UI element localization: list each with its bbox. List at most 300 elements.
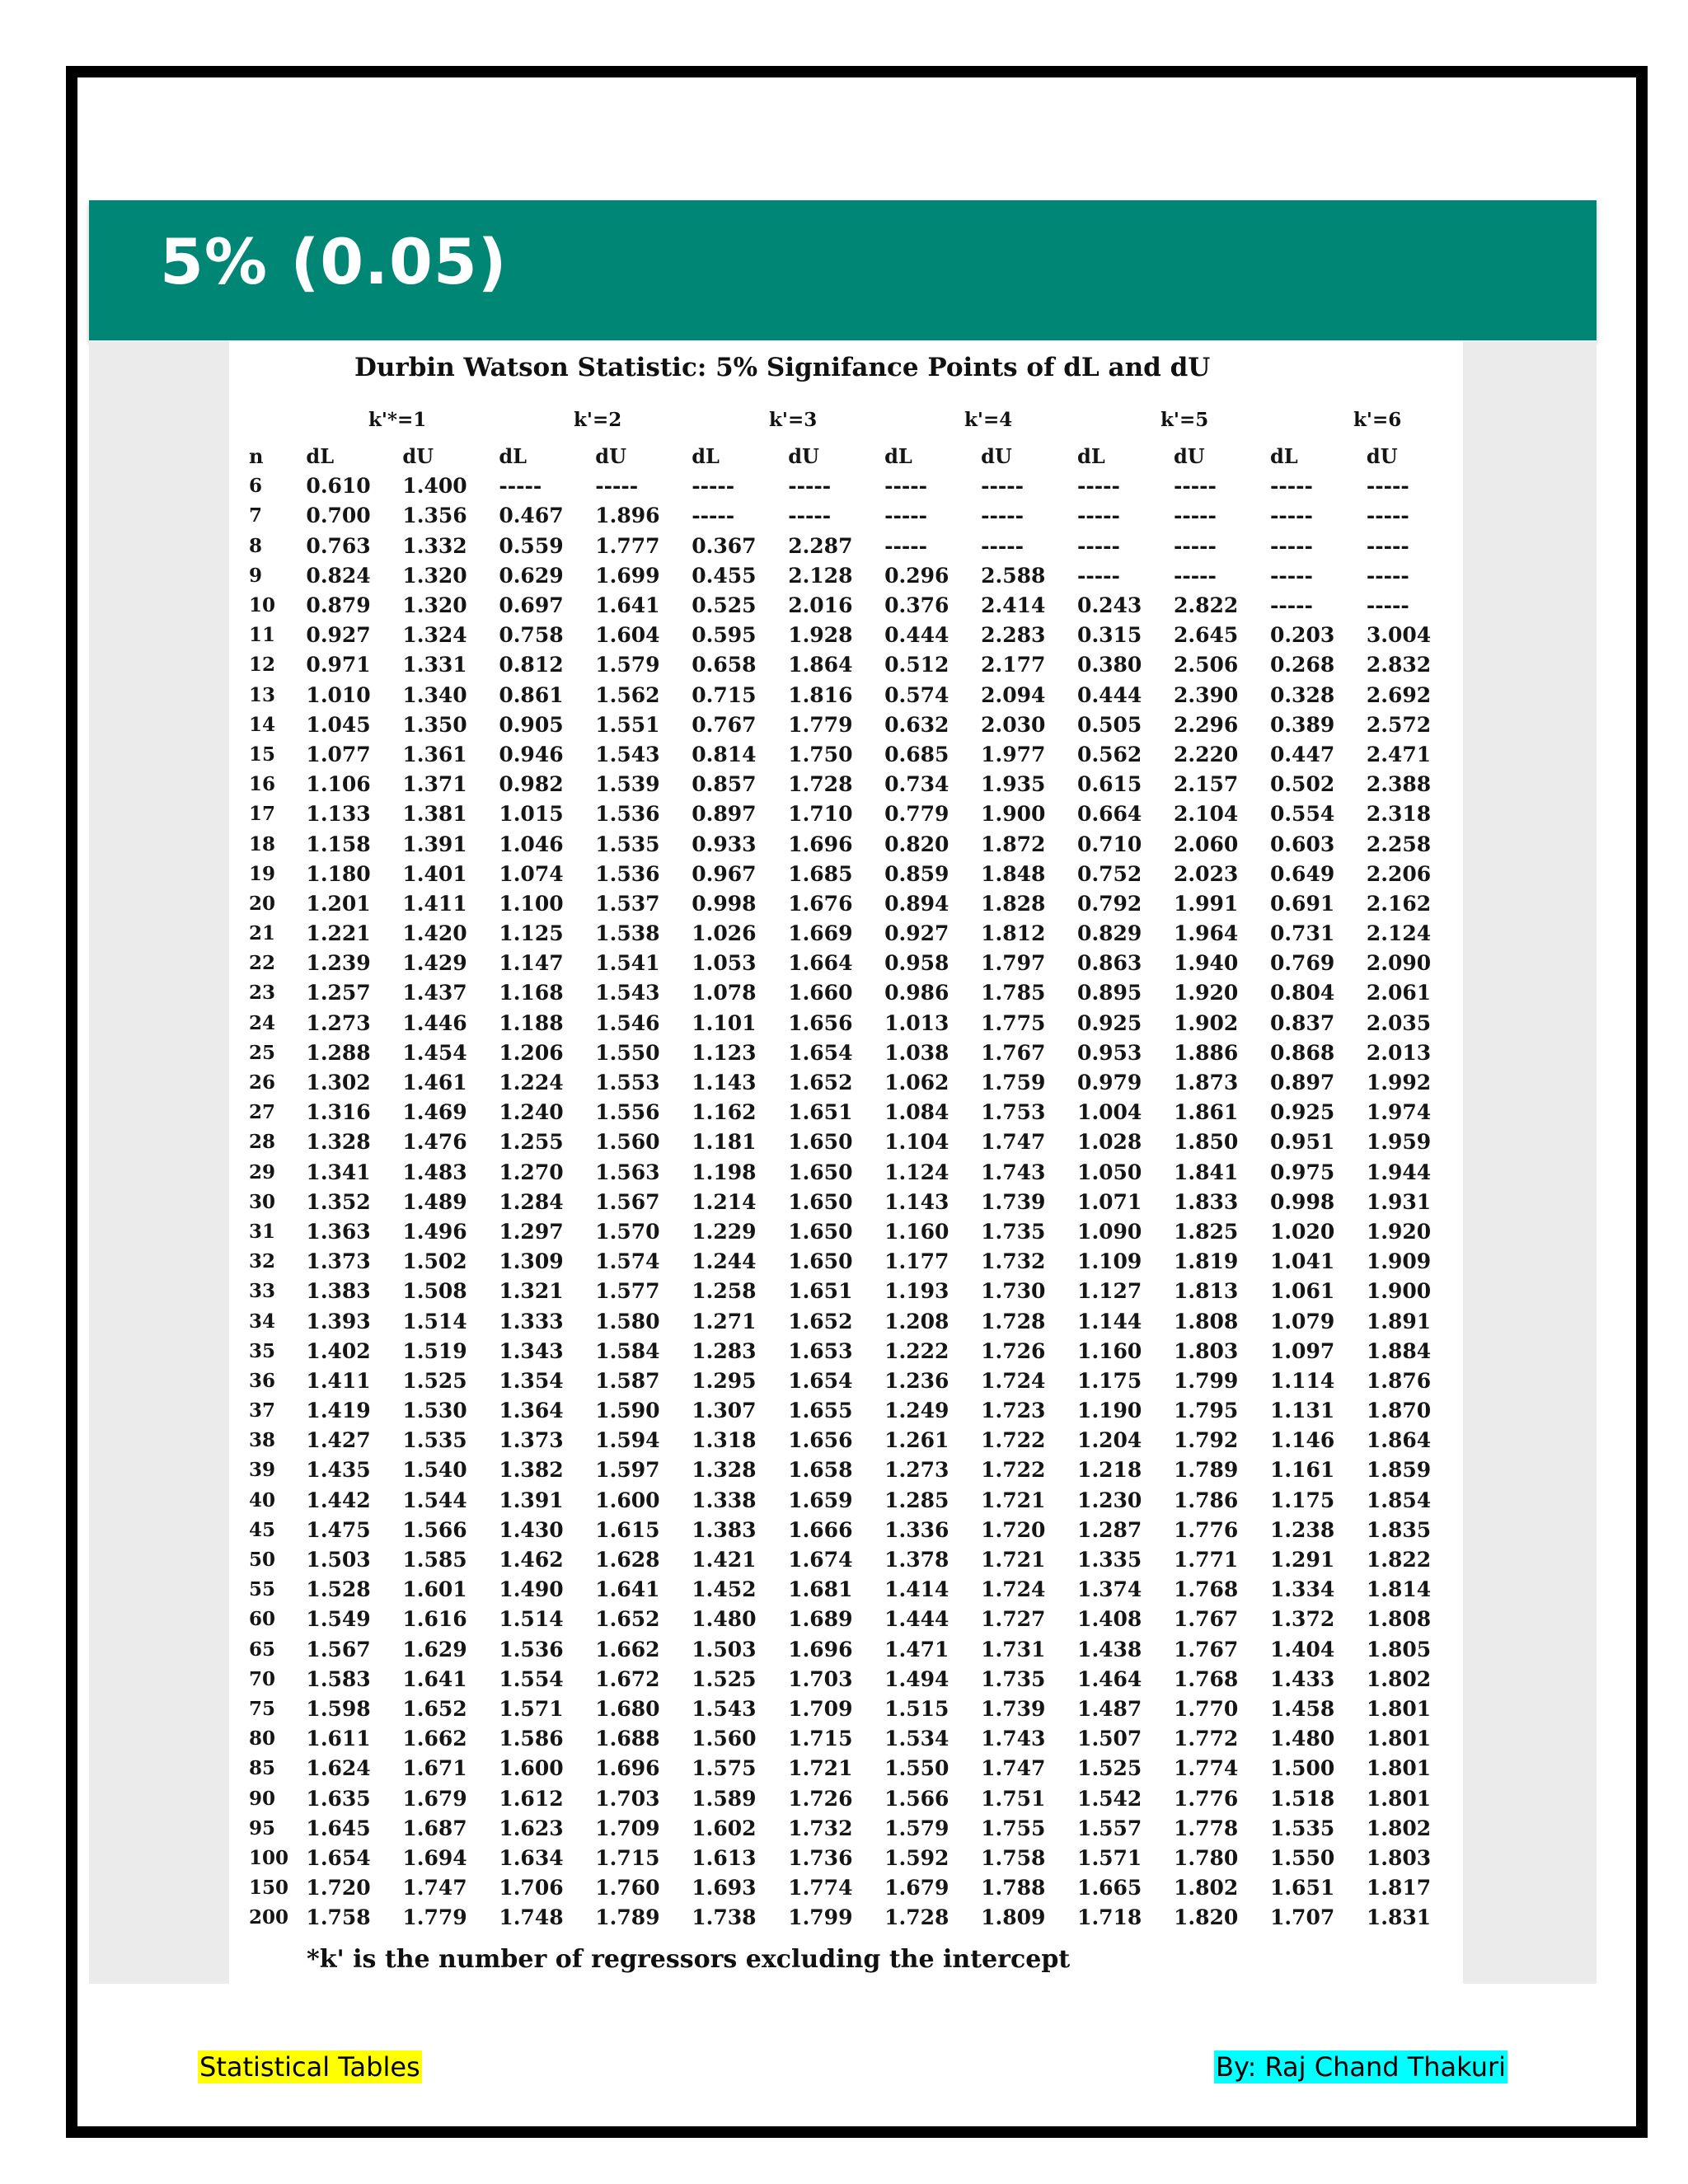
value-cell: 0.769: [1269, 951, 1335, 976]
value-cell: 0.894: [884, 891, 950, 916]
value-cell: 0.779: [884, 802, 950, 827]
value-cell: 0.710: [1077, 832, 1142, 856]
value-cell: 1.645: [306, 1816, 371, 1840]
value-cell: 1.335: [1077, 1548, 1142, 1572]
value-cell: 1.374: [1077, 1577, 1142, 1602]
column-header-du: dU: [1366, 444, 1398, 469]
value-cell: 2.104: [1174, 802, 1239, 827]
value-cell: 1.560: [692, 1727, 757, 1751]
value-cell: 0.734: [884, 772, 950, 797]
table-row: [229, 1396, 1463, 1426]
value-cell: 0.610: [306, 474, 371, 499]
right-margin-panel: [1463, 340, 1597, 1984]
value-cell: 1.674: [788, 1548, 853, 1572]
value-cell: 1.900: [981, 802, 1046, 827]
table-row: [229, 650, 1463, 680]
row-n-cell: 8: [249, 534, 263, 557]
table-row: [229, 1665, 1463, 1694]
value-cell: 1.143: [884, 1189, 950, 1214]
value-cell: 1.652: [595, 1607, 660, 1632]
value-cell: 1.848: [981, 861, 1046, 886]
value-cell: 1.758: [981, 1845, 1046, 1870]
table-row: [229, 1158, 1463, 1188]
value-cell: 2.296: [1174, 712, 1239, 737]
value-cell: 1.841: [1174, 1160, 1239, 1184]
value-cell: 0.444: [1077, 682, 1142, 707]
table-row: [229, 1844, 1463, 1873]
table-row: [229, 1038, 1463, 1068]
value-cell: 1.198: [692, 1160, 757, 1184]
value-cell: 1.792: [1174, 1428, 1239, 1453]
value-cell: 2.588: [981, 563, 1046, 588]
row-n-cell: 200: [249, 1906, 289, 1929]
value-cell: 1.487: [1077, 1696, 1142, 1721]
value-cell: 1.680: [595, 1696, 660, 1721]
value-cell: 1.383: [692, 1517, 757, 1542]
value-cell: 1.535: [595, 832, 660, 856]
value-cell: 1.204: [1077, 1428, 1142, 1453]
value-cell: 1.503: [306, 1548, 371, 1572]
value-cell: 1.896: [595, 504, 660, 528]
value-cell: 1.543: [595, 742, 660, 766]
table-row: [229, 681, 1463, 710]
footer-right-label: By: Raj Chand Thakuri: [1216, 2051, 1507, 2083]
value-cell: 1.078: [692, 981, 757, 1005]
value-cell: 1.273: [306, 1010, 371, 1035]
value-cell: -----: [1077, 504, 1120, 528]
value-cell: 1.803: [1366, 1845, 1432, 1870]
value-cell: -----: [788, 474, 832, 499]
value-cell: 0.559: [499, 533, 564, 558]
table-row: [229, 1098, 1463, 1127]
value-cell: -----: [1077, 474, 1120, 499]
value-cell: 0.897: [692, 802, 757, 827]
value-cell: 1.654: [788, 1040, 853, 1065]
value-cell: 1.722: [981, 1428, 1046, 1453]
table-footnote: *k' is the number of regressors excluding the intercept: [307, 1945, 1071, 1974]
value-cell: 1.775: [981, 1010, 1046, 1035]
value-cell: 2.506: [1174, 653, 1239, 677]
value-cell: 1.884: [1366, 1338, 1432, 1363]
value-cell: 1.850: [1174, 1130, 1239, 1155]
value-cell: 1.079: [1269, 1309, 1335, 1333]
value-cell: 1.801: [1366, 1786, 1432, 1811]
value-cell: 1.920: [1366, 1219, 1432, 1244]
value-cell: 1.045: [306, 712, 371, 737]
value-cell: 0.861: [499, 682, 564, 707]
value-cell: -----: [1174, 504, 1217, 528]
value-cell: -----: [692, 474, 735, 499]
value-cell: 1.563: [595, 1160, 660, 1184]
row-n-cell: 20: [249, 892, 276, 915]
row-n-cell: 75: [249, 1697, 276, 1720]
value-cell: 1.411: [306, 1368, 371, 1393]
value-cell: 1.822: [1366, 1548, 1432, 1572]
value-cell: 0.857: [692, 772, 757, 797]
value-cell: 1.514: [402, 1309, 467, 1333]
value-cell: 1.977: [981, 742, 1046, 766]
value-cell: 1.808: [1174, 1309, 1239, 1333]
value-cell: 1.297: [499, 1219, 564, 1244]
value-cell: 1.665: [1077, 1876, 1142, 1900]
value-cell: 1.758: [306, 1905, 371, 1930]
value-cell: -----: [1366, 533, 1409, 558]
row-n-cell: 23: [249, 982, 276, 1005]
value-cell: 2.128: [788, 563, 853, 588]
row-n-cell: 150: [249, 1877, 289, 1900]
table-row: [229, 501, 1463, 531]
value-cell: 0.691: [1269, 891, 1335, 916]
group-header-k6: k'=6: [1353, 409, 1402, 431]
value-cell: 1.785: [981, 981, 1046, 1005]
value-cell: 0.685: [884, 742, 950, 766]
value-cell: 1.571: [1077, 1845, 1142, 1870]
value-cell: 0.837: [1269, 1010, 1335, 1035]
value-cell: 1.158: [306, 832, 371, 856]
value-cell: 1.779: [788, 712, 853, 737]
value-cell: 1.652: [788, 1071, 853, 1095]
value-cell: 0.649: [1269, 861, 1335, 886]
table-row: [229, 1783, 1463, 1813]
row-n-cell: 24: [249, 1011, 276, 1034]
value-cell: 1.770: [1174, 1696, 1239, 1721]
value-cell: 1.809: [981, 1905, 1046, 1930]
value-cell: -----: [884, 533, 928, 558]
value-cell: 1.723: [981, 1399, 1046, 1423]
table-row: [229, 591, 1463, 621]
value-cell: 1.624: [306, 1756, 371, 1781]
value-cell: 1.363: [306, 1219, 371, 1244]
value-cell: -----: [1366, 593, 1409, 618]
value-cell: 1.393: [306, 1309, 371, 1333]
value-cell: 2.283: [981, 623, 1046, 648]
value-cell: 0.897: [1269, 1071, 1335, 1095]
value-cell: 0.554: [1269, 802, 1335, 827]
value-cell: 0.512: [884, 653, 950, 677]
value-cell: 1.789: [595, 1905, 660, 1930]
value-cell: 1.046: [499, 832, 564, 856]
value-cell: 1.828: [981, 891, 1046, 916]
value-cell: 0.444: [884, 623, 950, 648]
value-cell: 1.566: [402, 1517, 467, 1542]
value-cell: 1.566: [884, 1786, 950, 1811]
value-cell: 0.979: [1077, 1071, 1142, 1095]
value-cell: 1.724: [981, 1368, 1046, 1393]
row-n-cell: 22: [249, 952, 276, 975]
value-cell: 1.350: [402, 712, 467, 737]
value-cell: 1.959: [1366, 1130, 1432, 1155]
value-cell: 1.331: [402, 653, 467, 677]
value-cell: -----: [981, 533, 1024, 558]
value-cell: 0.658: [692, 653, 757, 677]
value-cell: 1.727: [981, 1607, 1046, 1632]
value-cell: 1.715: [595, 1845, 660, 1870]
table-row: [229, 1277, 1463, 1306]
value-cell: 2.023: [1174, 861, 1239, 886]
value-cell: 1.964: [1174, 921, 1239, 946]
value-cell: 1.886: [1174, 1040, 1239, 1065]
value-cell: 1.974: [1366, 1100, 1432, 1125]
value-cell: 1.628: [595, 1548, 660, 1572]
value-cell: 1.805: [1366, 1637, 1432, 1661]
table-row: [229, 1814, 1463, 1844]
value-cell: 1.813: [1174, 1279, 1239, 1304]
value-cell: 1.162: [692, 1100, 757, 1125]
value-cell: 2.645: [1174, 623, 1239, 648]
value-cell: 0.998: [692, 891, 757, 916]
value-cell: 1.817: [1366, 1876, 1432, 1900]
value-cell: 1.539: [595, 772, 660, 797]
value-cell: 1.433: [1269, 1666, 1335, 1691]
value-cell: 1.861: [1174, 1100, 1239, 1125]
value-cell: 2.318: [1366, 802, 1432, 827]
column-header-row: [229, 442, 1463, 471]
value-cell: 1.709: [595, 1816, 660, 1840]
column-header-dl: dL: [306, 444, 335, 469]
value-cell: 2.572: [1366, 712, 1432, 737]
value-cell: 1.991: [1174, 891, 1239, 916]
column-header-dl: dL: [499, 444, 527, 469]
value-cell: 1.333: [499, 1309, 564, 1333]
table-row: [229, 1635, 1463, 1665]
value-cell: 2.013: [1366, 1040, 1432, 1065]
value-cell: 0.380: [1077, 653, 1142, 677]
value-cell: 2.692: [1366, 682, 1432, 707]
row-n-cell: 32: [249, 1250, 276, 1273]
table-row: [229, 1903, 1463, 1933]
value-cell: 1.687: [402, 1816, 467, 1840]
value-cell: 1.650: [788, 1249, 853, 1274]
value-cell: 1.679: [402, 1786, 467, 1811]
value-cell: 1.302: [306, 1071, 371, 1095]
value-cell: 1.726: [788, 1786, 853, 1811]
value-cell: 2.016: [788, 593, 853, 618]
value-cell: 2.090: [1366, 951, 1432, 976]
value-cell: 1.776: [1174, 1786, 1239, 1811]
value-cell: 3.004: [1366, 623, 1432, 648]
value-cell: 1.444: [884, 1607, 950, 1632]
group-header-k4: k'=4: [964, 409, 1013, 431]
value-cell: 1.664: [788, 951, 853, 976]
value-cell: 2.471: [1366, 742, 1432, 766]
value-cell: 1.188: [499, 1010, 564, 1035]
value-cell: 1.109: [1077, 1249, 1142, 1274]
value-cell: 1.931: [1366, 1189, 1432, 1214]
value-cell: 0.879: [306, 593, 371, 618]
row-n-cell: 50: [249, 1549, 276, 1572]
value-cell: 1.859: [1366, 1458, 1432, 1483]
value-cell: 1.494: [884, 1666, 950, 1691]
value-cell: 1.041: [1269, 1249, 1335, 1274]
value-cell: 1.340: [402, 682, 467, 707]
value-cell: 0.629: [499, 563, 564, 588]
value-cell: 1.514: [499, 1607, 564, 1632]
value-cell: 1.735: [981, 1219, 1046, 1244]
value-cell: 1.125: [499, 921, 564, 946]
value-cell: 1.825: [1174, 1219, 1239, 1244]
value-cell: 0.376: [884, 593, 950, 618]
value-cell: 1.743: [981, 1727, 1046, 1751]
value-cell: 1.543: [692, 1696, 757, 1721]
column-header-du: dU: [788, 444, 819, 469]
value-cell: 1.309: [499, 1249, 564, 1274]
value-cell: 1.772: [1174, 1727, 1239, 1751]
value-cell: 2.162: [1366, 891, 1432, 916]
value-cell: 1.816: [788, 682, 853, 707]
value-cell: 1.258: [692, 1279, 757, 1304]
table-row: [229, 770, 1463, 799]
value-cell: 2.258: [1366, 832, 1432, 856]
value-cell: 1.500: [1269, 1756, 1335, 1781]
value-cell: 2.287: [788, 533, 853, 558]
value-cell: 1.435: [306, 1458, 371, 1483]
value-cell: 1.026: [692, 921, 757, 946]
column-header-dl: dL: [692, 444, 720, 469]
value-cell: -----: [1366, 474, 1409, 499]
value-cell: 1.584: [595, 1338, 660, 1363]
value-cell: 1.356: [402, 504, 467, 528]
table-row: [229, 889, 1463, 919]
value-cell: 1.133: [306, 802, 371, 827]
value-cell: 1.715: [788, 1727, 853, 1751]
row-n-cell: 17: [249, 803, 276, 826]
value-cell: -----: [981, 504, 1024, 528]
value-cell: 1.341: [306, 1160, 371, 1184]
value-cell: 1.724: [981, 1577, 1046, 1602]
value-cell: 1.146: [1269, 1428, 1335, 1453]
value-cell: 0.868: [1269, 1040, 1335, 1065]
value-cell: 1.321: [499, 1279, 564, 1304]
value-cell: 1.218: [1077, 1458, 1142, 1483]
value-cell: 1.354: [499, 1368, 564, 1393]
value-cell: 1.909: [1366, 1249, 1432, 1274]
value-cell: 1.728: [788, 772, 853, 797]
value-cell: 1.257: [306, 981, 371, 1005]
value-cell: 1.654: [306, 1845, 371, 1870]
value-cell: 1.525: [1077, 1756, 1142, 1781]
value-cell: 1.400: [402, 474, 467, 499]
value-cell: 1.612: [499, 1786, 564, 1811]
value-cell: 1.373: [306, 1249, 371, 1274]
value-cell: 1.361: [402, 742, 467, 766]
banner-title: 5% (0.05): [160, 225, 508, 298]
value-cell: 0.829: [1077, 921, 1142, 946]
value-cell: 1.144: [1077, 1309, 1142, 1333]
left-margin-panel: [89, 340, 229, 1984]
value-cell: 1.551: [595, 712, 660, 737]
value-cell: 1.364: [499, 1399, 564, 1423]
row-n-cell: 13: [249, 683, 276, 706]
value-cell: 2.388: [1366, 772, 1432, 797]
value-cell: 0.296: [884, 563, 950, 588]
value-cell: 0.758: [499, 623, 564, 648]
value-cell: 1.540: [402, 1458, 467, 1483]
table-body: [229, 471, 1463, 1933]
value-cell: 1.748: [499, 1905, 564, 1930]
value-cell: 1.352: [306, 1189, 371, 1214]
value-cell: 1.222: [884, 1338, 950, 1363]
value-cell: 1.168: [499, 981, 564, 1005]
value-cell: 1.454: [402, 1040, 467, 1065]
value-cell: 1.900: [1366, 1279, 1432, 1304]
value-cell: 1.160: [884, 1219, 950, 1244]
table-row: [229, 621, 1463, 650]
value-cell: 0.467: [499, 504, 564, 528]
value-cell: 1.803: [1174, 1338, 1239, 1363]
value-cell: 0.953: [1077, 1040, 1142, 1065]
value-cell: 2.061: [1366, 981, 1432, 1005]
value-cell: 1.650: [788, 1219, 853, 1244]
value-cell: 1.471: [884, 1637, 950, 1661]
value-cell: 2.832: [1366, 653, 1432, 677]
group-header-k5: k'=5: [1160, 409, 1209, 431]
table-row: [229, 1127, 1463, 1157]
value-cell: 0.925: [1269, 1100, 1335, 1125]
value-cell: 1.427: [306, 1428, 371, 1453]
value-cell: 0.933: [692, 832, 757, 856]
value-cell: 0.927: [306, 623, 371, 648]
value-cell: 1.730: [981, 1279, 1046, 1304]
value-cell: 1.381: [402, 802, 467, 827]
value-cell: -----: [1269, 504, 1313, 528]
value-cell: 1.774: [788, 1876, 853, 1900]
table-row: [229, 532, 1463, 561]
value-cell: 1.679: [884, 1876, 950, 1900]
value-cell: 0.986: [884, 981, 950, 1005]
table-image-area: [229, 340, 1463, 1984]
value-cell: 1.295: [692, 1368, 757, 1393]
value-cell: 1.656: [788, 1010, 853, 1035]
value-cell: -----: [1269, 533, 1313, 558]
table-row: [229, 1009, 1463, 1038]
value-cell: 1.161: [1269, 1458, 1335, 1483]
value-cell: 1.177: [884, 1249, 950, 1274]
value-cell: 1.703: [788, 1666, 853, 1691]
value-cell: 0.951: [1269, 1130, 1335, 1155]
value-cell: 1.283: [692, 1338, 757, 1363]
value-cell: 1.797: [981, 951, 1046, 976]
value-cell: 2.094: [981, 682, 1046, 707]
row-n-cell: 6: [249, 475, 263, 498]
value-cell: 1.780: [1174, 1845, 1239, 1870]
value-cell: 1.419: [306, 1399, 371, 1423]
value-cell: 0.603: [1269, 832, 1335, 856]
value-cell: 1.038: [884, 1040, 950, 1065]
value-cell: 1.570: [595, 1219, 660, 1244]
value-cell: 1.288: [306, 1040, 371, 1065]
table-row: [229, 1217, 1463, 1247]
table-row: [229, 740, 1463, 770]
value-cell: 1.786: [1174, 1488, 1239, 1512]
value-cell: 1.812: [981, 921, 1046, 946]
value-cell: 1.541: [595, 951, 660, 976]
value-cell: 1.671: [402, 1756, 467, 1781]
value-cell: 1.475: [306, 1517, 371, 1542]
table-row: [229, 471, 1463, 501]
value-cell: 1.508: [402, 1279, 467, 1304]
value-cell: 1.654: [788, 1368, 853, 1393]
value-cell: 1.528: [306, 1577, 371, 1602]
value-cell: 1.535: [1269, 1816, 1335, 1840]
value-cell: 0.574: [884, 682, 950, 707]
value-cell: 0.998: [1269, 1189, 1335, 1214]
value-cell: 1.404: [1269, 1637, 1335, 1661]
value-cell: 1.193: [884, 1279, 950, 1304]
value-cell: 1.831: [1366, 1905, 1432, 1930]
table-row: [229, 1516, 1463, 1545]
row-n-cell: 60: [249, 1608, 276, 1631]
value-cell: -----: [1077, 533, 1120, 558]
